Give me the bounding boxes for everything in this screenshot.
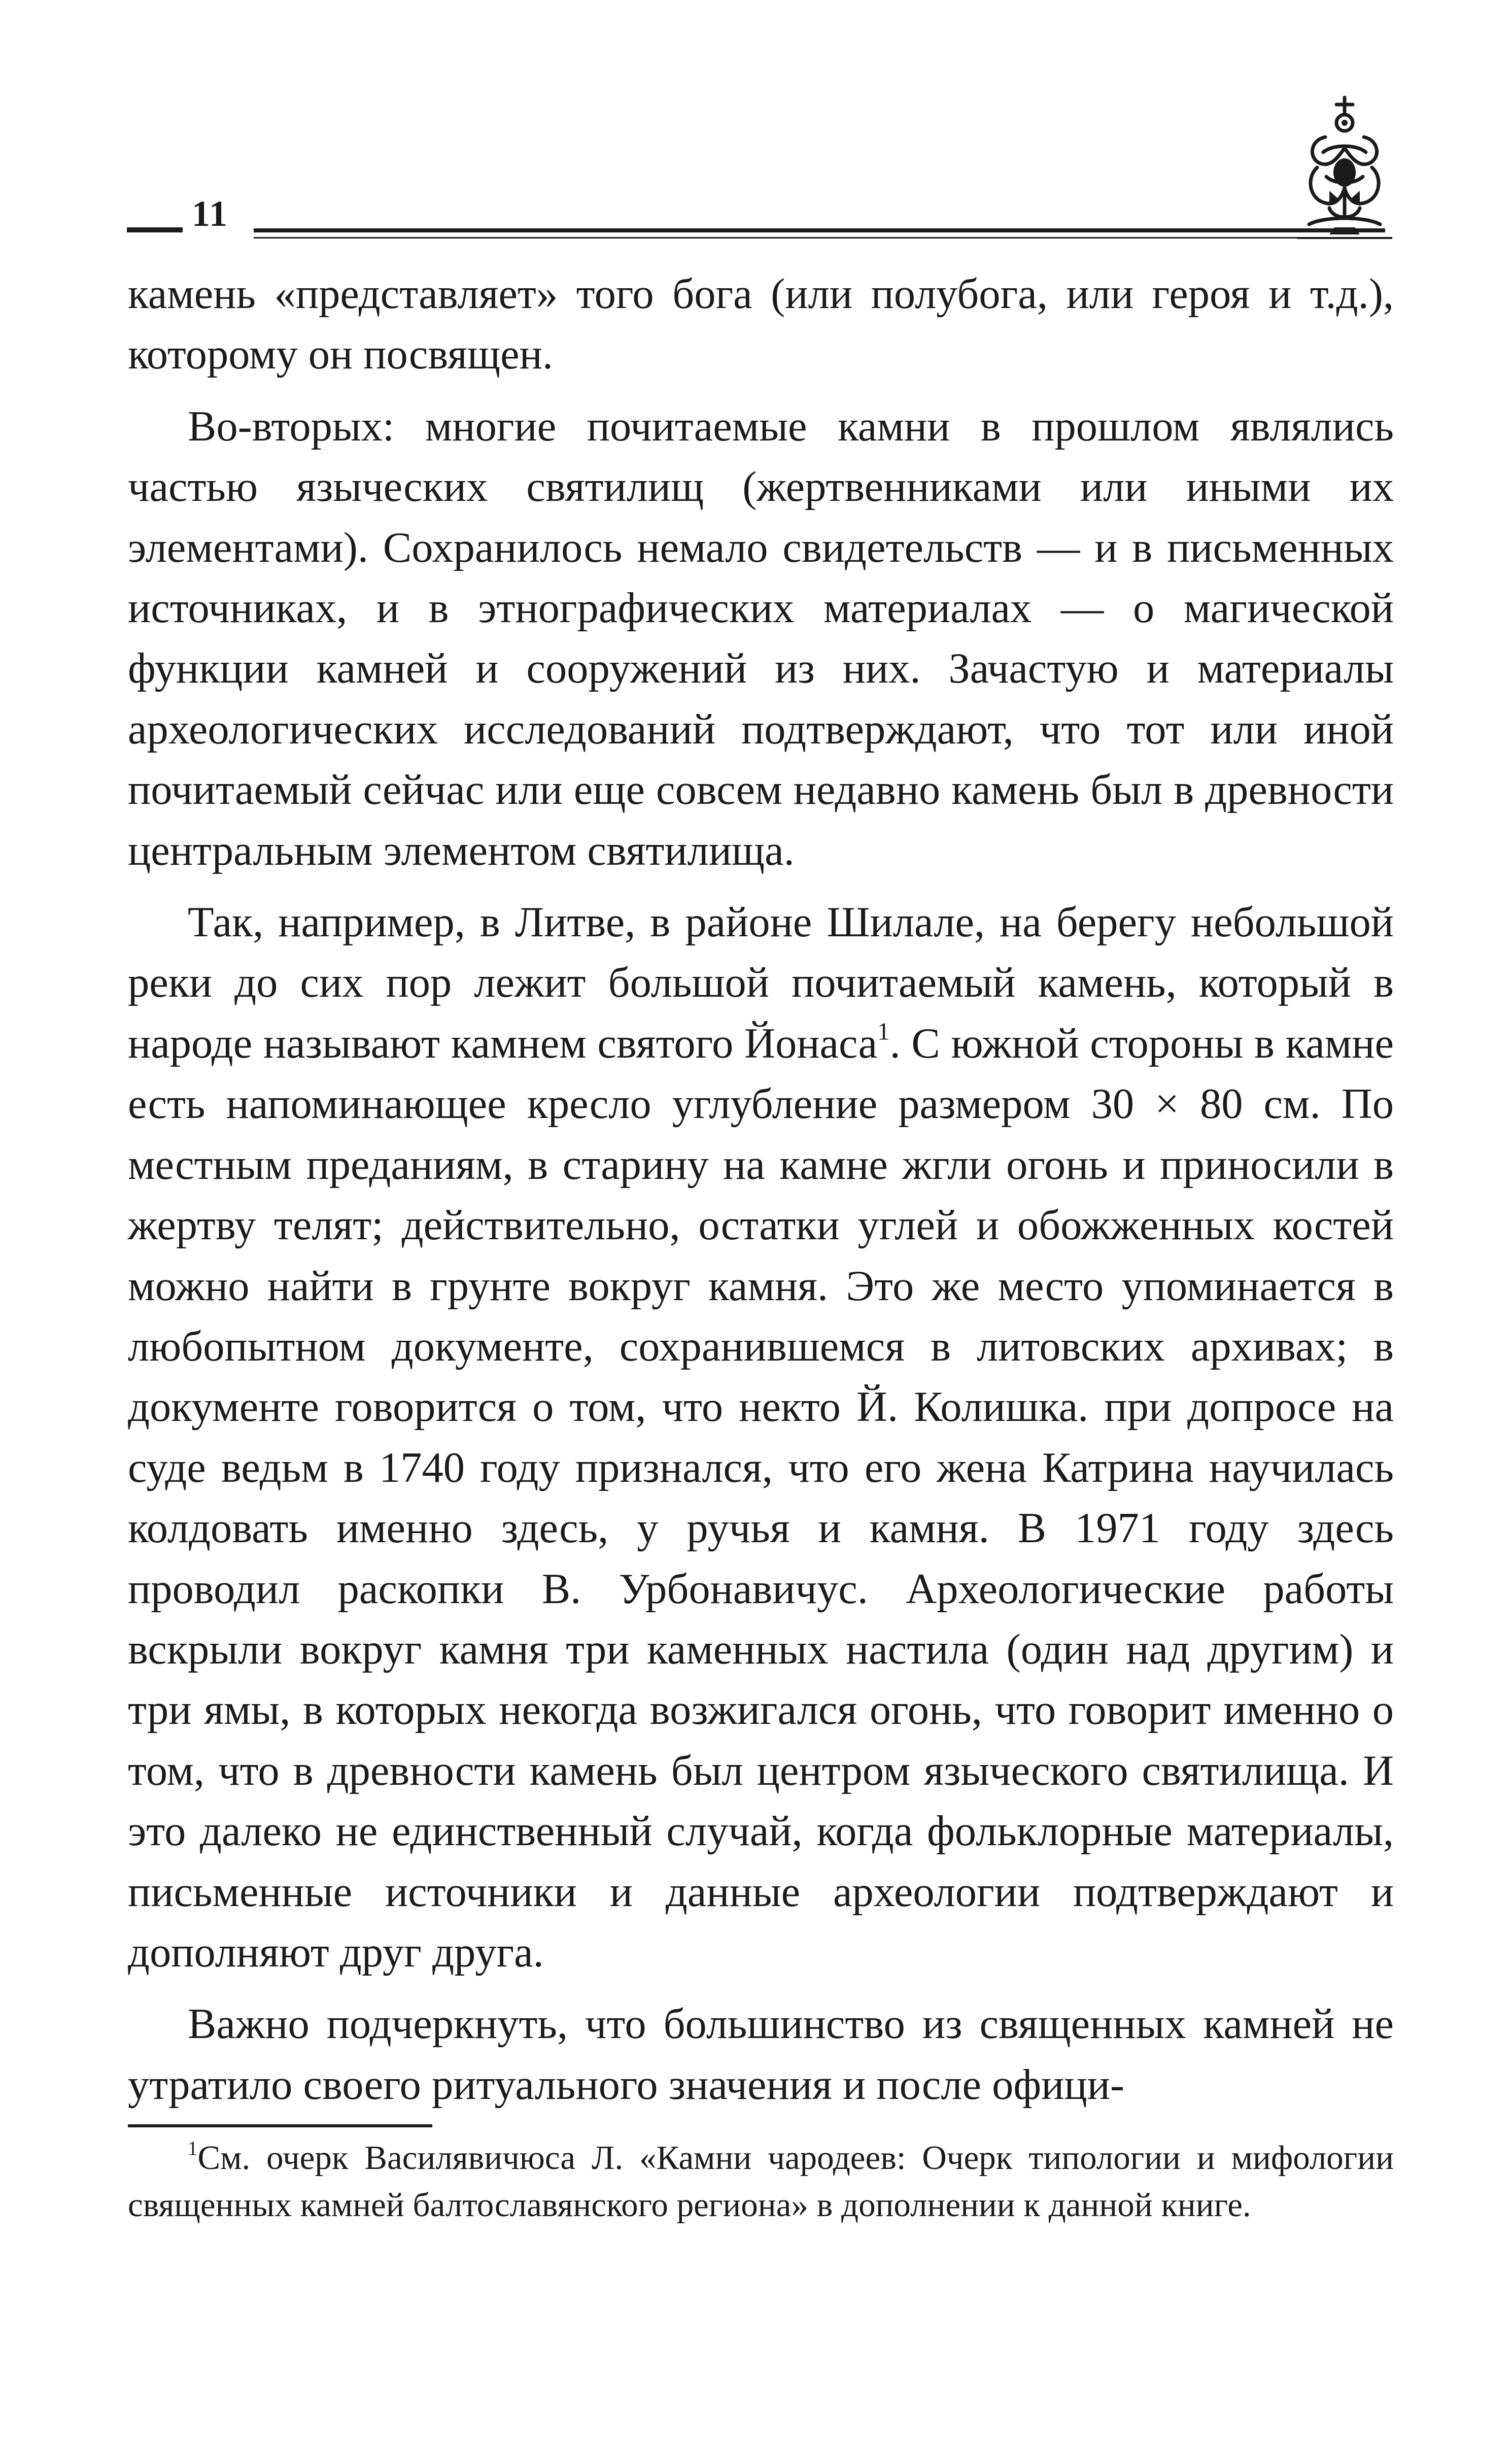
paragraph-3-text-start: Так, например, в Литве, в районе Шилале, на берегу небольшой реки до сих пор лежит большой почитаемый камень, который в народе называют камнем святого Йонаса (128, 899, 1394, 1067)
page-number: 11 (192, 193, 229, 234)
paragraph-1: камень «представляет» того бога (или полубога, или героя и т.д.), которому он посвящен. (128, 270, 1394, 379)
footnote-text: См. очерк Василявичюса Л. «Камни чародеев: Очерк типологии и мифологии священных камней балтославянского региона» в дополнении к данной книге. (128, 2139, 1394, 2224)
footnote-divider (128, 2124, 432, 2127)
paragraph-3 (128, 892, 1394, 1983)
header-rule (254, 228, 1385, 232)
paragraph-3-text-end: . С южной стороны в камне есть напоминающее кресло углубление размером 30 × 80 см. По местным преданиям, в старину на камне жгли огонь и приносили в жертву телят; действительно, остатки углей и обожженных костей можно найти в грунте вокруг камня. Это же место упоминается в любопытном документе, сохранившемся в литовских архивах; в документе говорится о том, что некто Й. Колишка. при допросе на суде ведьм в 1740 году признался, что его жена Катрина научилась колдовать именно здесь, у ручья и камня. В 1971 году здесь проводил раскопки В. Урбонавичус. Археологические работы вскрыли вокруг камня три каменных настила (один над другим) и три ямы, в которых некогда возжигался огонь, что говорит именно о том, что в древности камень был центром языческого святилища. И это далеко не единственный случай, когда фольклорные материалы, письменные источники и данные археологии подтверждают и дополняют друг друга. (128, 1020, 1394, 1976)
footnote-mark: 1 (188, 2137, 198, 2160)
footnote-1 (128, 2134, 1394, 2229)
header-rule-left (127, 227, 183, 232)
header-rule-thin (254, 237, 1385, 239)
body-text (128, 264, 1394, 2126)
footnote-reference-1[interactable]: 1 (877, 1017, 890, 1045)
decorative-knot-ornament-icon (1294, 91, 1395, 244)
running-header (127, 91, 1395, 254)
paragraph-2: Во-вторых: многие почитаемые камни в прошлом являлись частью языческих святилищ (жертвенниками или иными их элементами). Сохранилось немало свидетельств — и в письменных источниках, и в этнографических материалах — о магической функции камней и сооружений из них. Зачастую и материалы археологических исследований подтверждают, что тот или иной почитаемый сейчас или еще совсем недавно камень был в древности центральным элементом святилища. (128, 402, 1394, 874)
paragraph-4: Важно подчеркнуть, что большинство из священных камней не утратило своего ритуального значения и после офици- (128, 2000, 1394, 2109)
